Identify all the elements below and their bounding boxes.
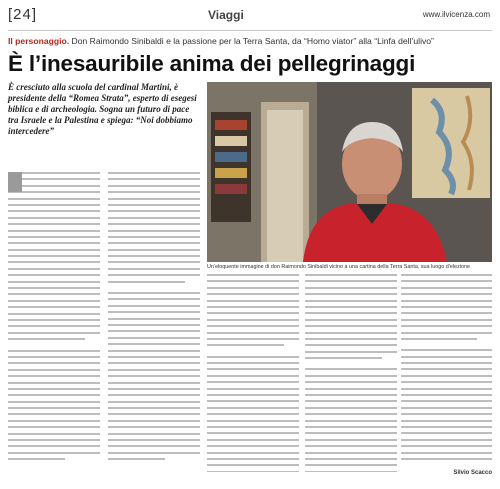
kicker-label: Il personaggio. xyxy=(8,36,70,46)
page-header xyxy=(8,6,492,31)
page-number: [24] xyxy=(8,6,38,23)
article-body xyxy=(8,82,492,482)
drop-cap xyxy=(8,172,22,192)
text-column-2 xyxy=(108,172,200,472)
article-deck: È cresciuto alla scuola del cardinal Martini, è presidente della “Romea Strata”, esperto di esegesi biblica e di archeologia. Sogna un futuro di pace tra Israele e la Palestina e spiega: “Noi dobbiamo intercedere” xyxy=(8,82,197,136)
text-column-5 xyxy=(401,274,492,462)
article-photo xyxy=(207,82,492,262)
section-title: Viaggi xyxy=(208,8,244,22)
kicker-text: Don Raimondo Sinibaldi e la passione per la Terra Santa, da “Homo viator” alla “Linfa dell’ulivo” xyxy=(71,36,434,46)
text-column-3 xyxy=(207,274,299,472)
kicker-line xyxy=(8,36,492,47)
website-link[interactable]: www.ilvicenza.com xyxy=(422,10,490,19)
photo-caption: Un’eloquente immagine di don Raimondo Sinibaldi vicino a una cartina della Terra Santa, sua luogo d’elezione xyxy=(207,264,471,270)
text-column-1 xyxy=(8,172,100,472)
author-signature: Silvio Scacco xyxy=(453,470,492,476)
text-column-4 xyxy=(305,274,397,472)
priest-portrait-image xyxy=(207,82,492,262)
article-headline: È l’inesauribile anima dei pellegrinaggi xyxy=(8,51,416,76)
